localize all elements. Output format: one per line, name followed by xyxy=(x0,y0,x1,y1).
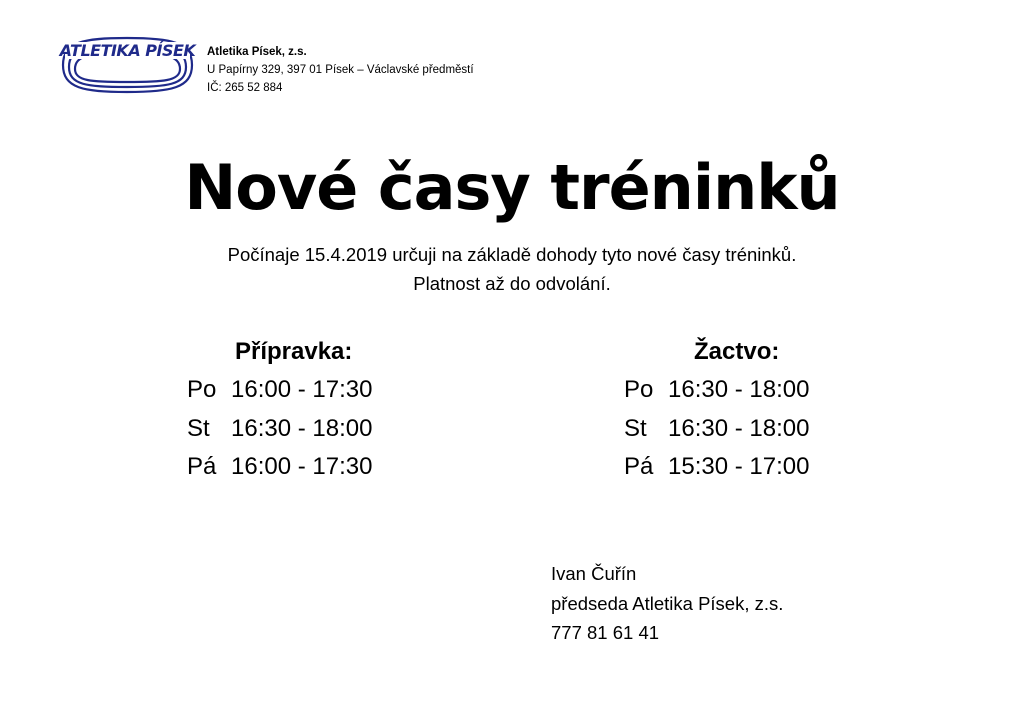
schedule-row xyxy=(187,448,372,487)
schedule-row xyxy=(624,410,809,449)
schedule-day: Po xyxy=(624,376,654,403)
organization-name: Atletika Písek, z.s. xyxy=(207,46,307,58)
schedule-time: 16:00 - 17:30 xyxy=(231,376,373,403)
organization-info xyxy=(207,43,474,97)
signature-role: předseda Atletika Písek, z.s. xyxy=(551,592,784,614)
schedule-group-zactvo xyxy=(624,333,809,487)
schedule-row xyxy=(187,371,372,410)
group-title: Přípravka: xyxy=(235,338,353,365)
schedule-row xyxy=(624,371,809,410)
schedule-day: Po xyxy=(187,376,217,403)
organization-address: U Papírny 329, 397 01 Písek – Václavské předměstí xyxy=(207,64,474,76)
signature-block xyxy=(551,559,783,648)
schedule-time: 16:00 - 17:30 xyxy=(231,453,373,480)
subtitle xyxy=(0,240,1024,298)
signature-phone: 777 81 61 41 xyxy=(551,622,660,643)
schedule-time: 15:30 - 17:00 xyxy=(668,453,810,480)
schedule-group-pripravka xyxy=(187,333,372,487)
signature-name: Ivan Čuřín xyxy=(551,563,637,584)
schedule-row xyxy=(187,410,372,449)
organization-ic: IČ: 265 52 884 xyxy=(207,82,283,94)
subtitle-line-2: Platnost až do odvolání. xyxy=(413,273,611,294)
schedule-day: St xyxy=(187,414,210,442)
atletika-pisek-logo xyxy=(55,34,200,96)
schedule-day: Pá xyxy=(624,453,654,480)
schedule-time: 16:30 - 18:00 xyxy=(231,414,373,442)
schedule-time: 16:30 - 18:00 xyxy=(668,376,810,403)
schedule-row xyxy=(624,448,809,487)
group-title: Žactvo: xyxy=(694,338,780,365)
schedule-time: 16:30 - 18:00 xyxy=(668,414,810,442)
subtitle-line-1: Počínaje 15.4.2019 určuji na základě dohody tyto nové časy tréninků. xyxy=(227,244,797,265)
schedule-day: St xyxy=(624,414,647,442)
page-title: Nové časy tréninků xyxy=(184,151,840,224)
schedule-day: Pá xyxy=(187,453,217,480)
logo-text: ATLETIKA PÍSEK xyxy=(59,41,196,60)
logo-track-graphic xyxy=(55,34,200,96)
